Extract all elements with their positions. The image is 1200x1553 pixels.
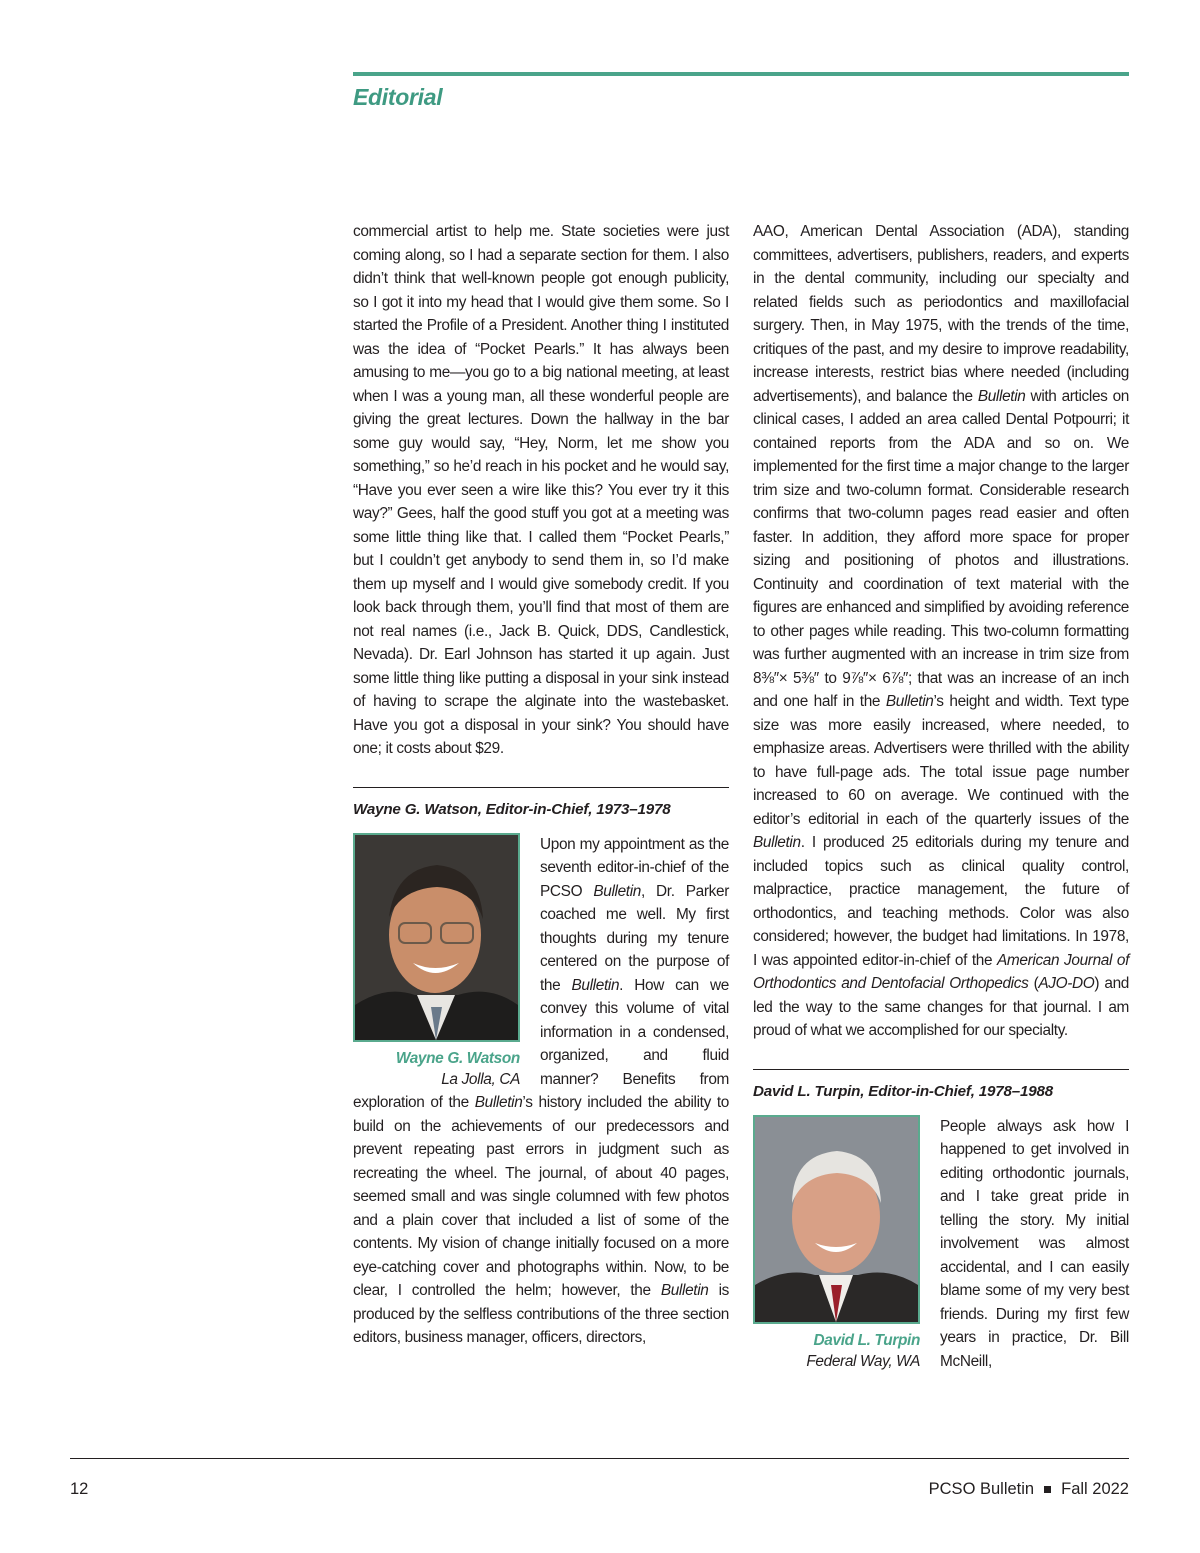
italic-run: Bulletin [474, 1094, 523, 1111]
italic-run: Bulletin [571, 976, 620, 994]
watson-photo [353, 833, 520, 1042]
text-run: ’s height and width. Text type size was more easily increased, where needed, to emphasize areas. Advertisers were thrilled with the ability to have full-page ads. The total issue page number increased to 60 on average. We continued with the editor’s editorial in each of the quarterly issues of the [753, 693, 1129, 828]
text-run: . I produced 25 editorials during my tenure and included topics such as clinical quality control, malpractice, practice management, the future of orthodontics, and teaching methods. Color was also considered; however, the budget had limitations. In 1978, I was appointed editor-in-chief of the [753, 834, 1129, 969]
right-column [753, 220, 1129, 1373]
text-run: with articles on clinical cases, I added an area called Dental Potpourri; it contained reports from the ADA and so on. We implemented for the first time a major change to the larger trim size and two-column format. Considerable research confirms that two-column pages read easier and often faster. In addition, they afford more space for proper sizing and positioning of photos and illustrations. Continuity and coordination of text material with the figures are enhanced and simplified by avoiding reference to other pages while reading. This two-column formatting was further augmented with an increase in trim size from 8⅜″× 5⅜″ to 9⅞″× 6⅞″; that was an increase of an inch and one half in the [753, 387, 1129, 710]
turpin-paragraph: People always ask how I happened to get involved in editing orthodontic journals, and I take great pride in telling the story. My initial involvement was almost accidental, and I can easily blame some of my very best friends. During my first few years in practice, Dr. Bill McNeill, [940, 1117, 1129, 1370]
section-divider [753, 1069, 1129, 1070]
text-run: is produced by the selfless contributions of the three section editors, business manager, officers, directors, [353, 1282, 729, 1346]
turpin-caption-location: Federal Way, WA [806, 1352, 920, 1370]
text-run: , Dr. Parker coached me well. My first thoughts during my tenure centered on the purpose of the [540, 882, 729, 994]
running-footer [929, 1480, 1129, 1499]
square-bullet-icon [1044, 1486, 1051, 1493]
issue-date: Fall 2022 [1061, 1480, 1129, 1498]
portrait-image [355, 835, 518, 1040]
publication-name: PCSO Bulletin [928, 1480, 1035, 1498]
section-divider [353, 787, 729, 788]
italic-run: American Journal of Orthodontics and Dentofacial Orthopedics [753, 951, 1129, 992]
italic-run: Bulletin [753, 834, 801, 851]
text-run: ( [1028, 975, 1039, 992]
left-column [353, 220, 729, 1350]
section-title: Editorial [353, 84, 443, 110]
italic-run: Bulletin [660, 1282, 709, 1299]
turpin-caption-name: David L. Turpin [813, 1331, 920, 1349]
footer-rule [70, 1458, 1129, 1459]
page-number: 12 [70, 1480, 89, 1498]
portrait-image [755, 1117, 918, 1322]
italic-run: Bulletin [977, 387, 1026, 405]
watson-caption-name: Wayne G. Watson [395, 1049, 520, 1067]
watson-figure [353, 833, 520, 1090]
text-run: ) and led the way to the same changes for that journal. I am proud of what we accomplished for our specialty. [753, 975, 1129, 1039]
text-run: ’s history included the ability to build on the achievements of our predecessors and prevent repeating past errors in judgment such as recreating the wheel. The journal, of about 40 pages, seemed small and was single columned with few photos and a plain cover that included a list of some of the contents. My vision of change initially focused on a more eye-catching cover and photographs within. Now, to be clear, I controlled the helm; however, the [353, 1094, 730, 1299]
italic-run: Bulletin [593, 882, 642, 900]
italic-run: Bulletin [885, 693, 934, 710]
text-run: AAO, American Dental Association (ADA), standing committees, advertisers, publishers, readers, and experts in the dental community, including our specialty and related fields such as periodontics and maxillofacial surgery. Then, in May 1975, with the trends of the time, critiques of the past, and my desire to improve readability, increase interests, restrict bias where needed (including advertisements), and balance the [753, 223, 1129, 405]
turpin-figure [753, 1115, 920, 1372]
continued-paragraph [753, 220, 1129, 1043]
watson-caption-location: La Jolla, CA [441, 1070, 520, 1088]
turpin-heading: David L. Turpin, Editor-in-Chief, 1978–1988 [753, 1082, 1054, 1100]
text-run: . How can we convey this volume of vital information in a condensed, organized, and fluid manner? Benefits from exploration of the [353, 976, 729, 1111]
watson-heading: Wayne G. Watson, Editor-in-Chief, 1973–1978 [353, 800, 671, 818]
header-rule [353, 72, 1129, 76]
intro-paragraph: commercial artist to help me. State societies were just coming along, so I had a separate section for them. I also didn’t think that well-known people got enough publicity, so I got it into my head that I would give them some. So I started the Profile of a President. Another thing I instituted was the idea of “Pocket Pearls.” It has always been amusing to me—you go to a big national meeting, at least when I was a young man, all these wonderful people are giving the great lectures. Down the hallway in the bar some guy would say, “Hey, Norm, let me show you something,” so he’d reach in his pocket and he would say, “Have you ever seen a wire like this? You ever try it this way?” Gees, half the good stuff you got at a meeting was some little thing like that. I called them “Pocket Pearls,” but I couldn’t get anybody to send them in, so I’d make them up myself and I would give somebody credit. If you look back through them, you’ll find that most of them are not real names (i.e., Jack B. Quick, DDS, Candlestick, Nevada). Dr. Earl Johnson has started it up again. Just some little thing like putting a disposal in your sink instead of having to scrape the alginate into the wastebasket. Have you got a disposal in your sink? You should have one; it costs about $29. [353, 223, 729, 757]
turpin-photo [753, 1115, 920, 1324]
italic-run: AJO-DO [1038, 975, 1095, 992]
text-run: Upon my appointment as the seventh editor-in-chief of the PCSO [540, 835, 729, 900]
